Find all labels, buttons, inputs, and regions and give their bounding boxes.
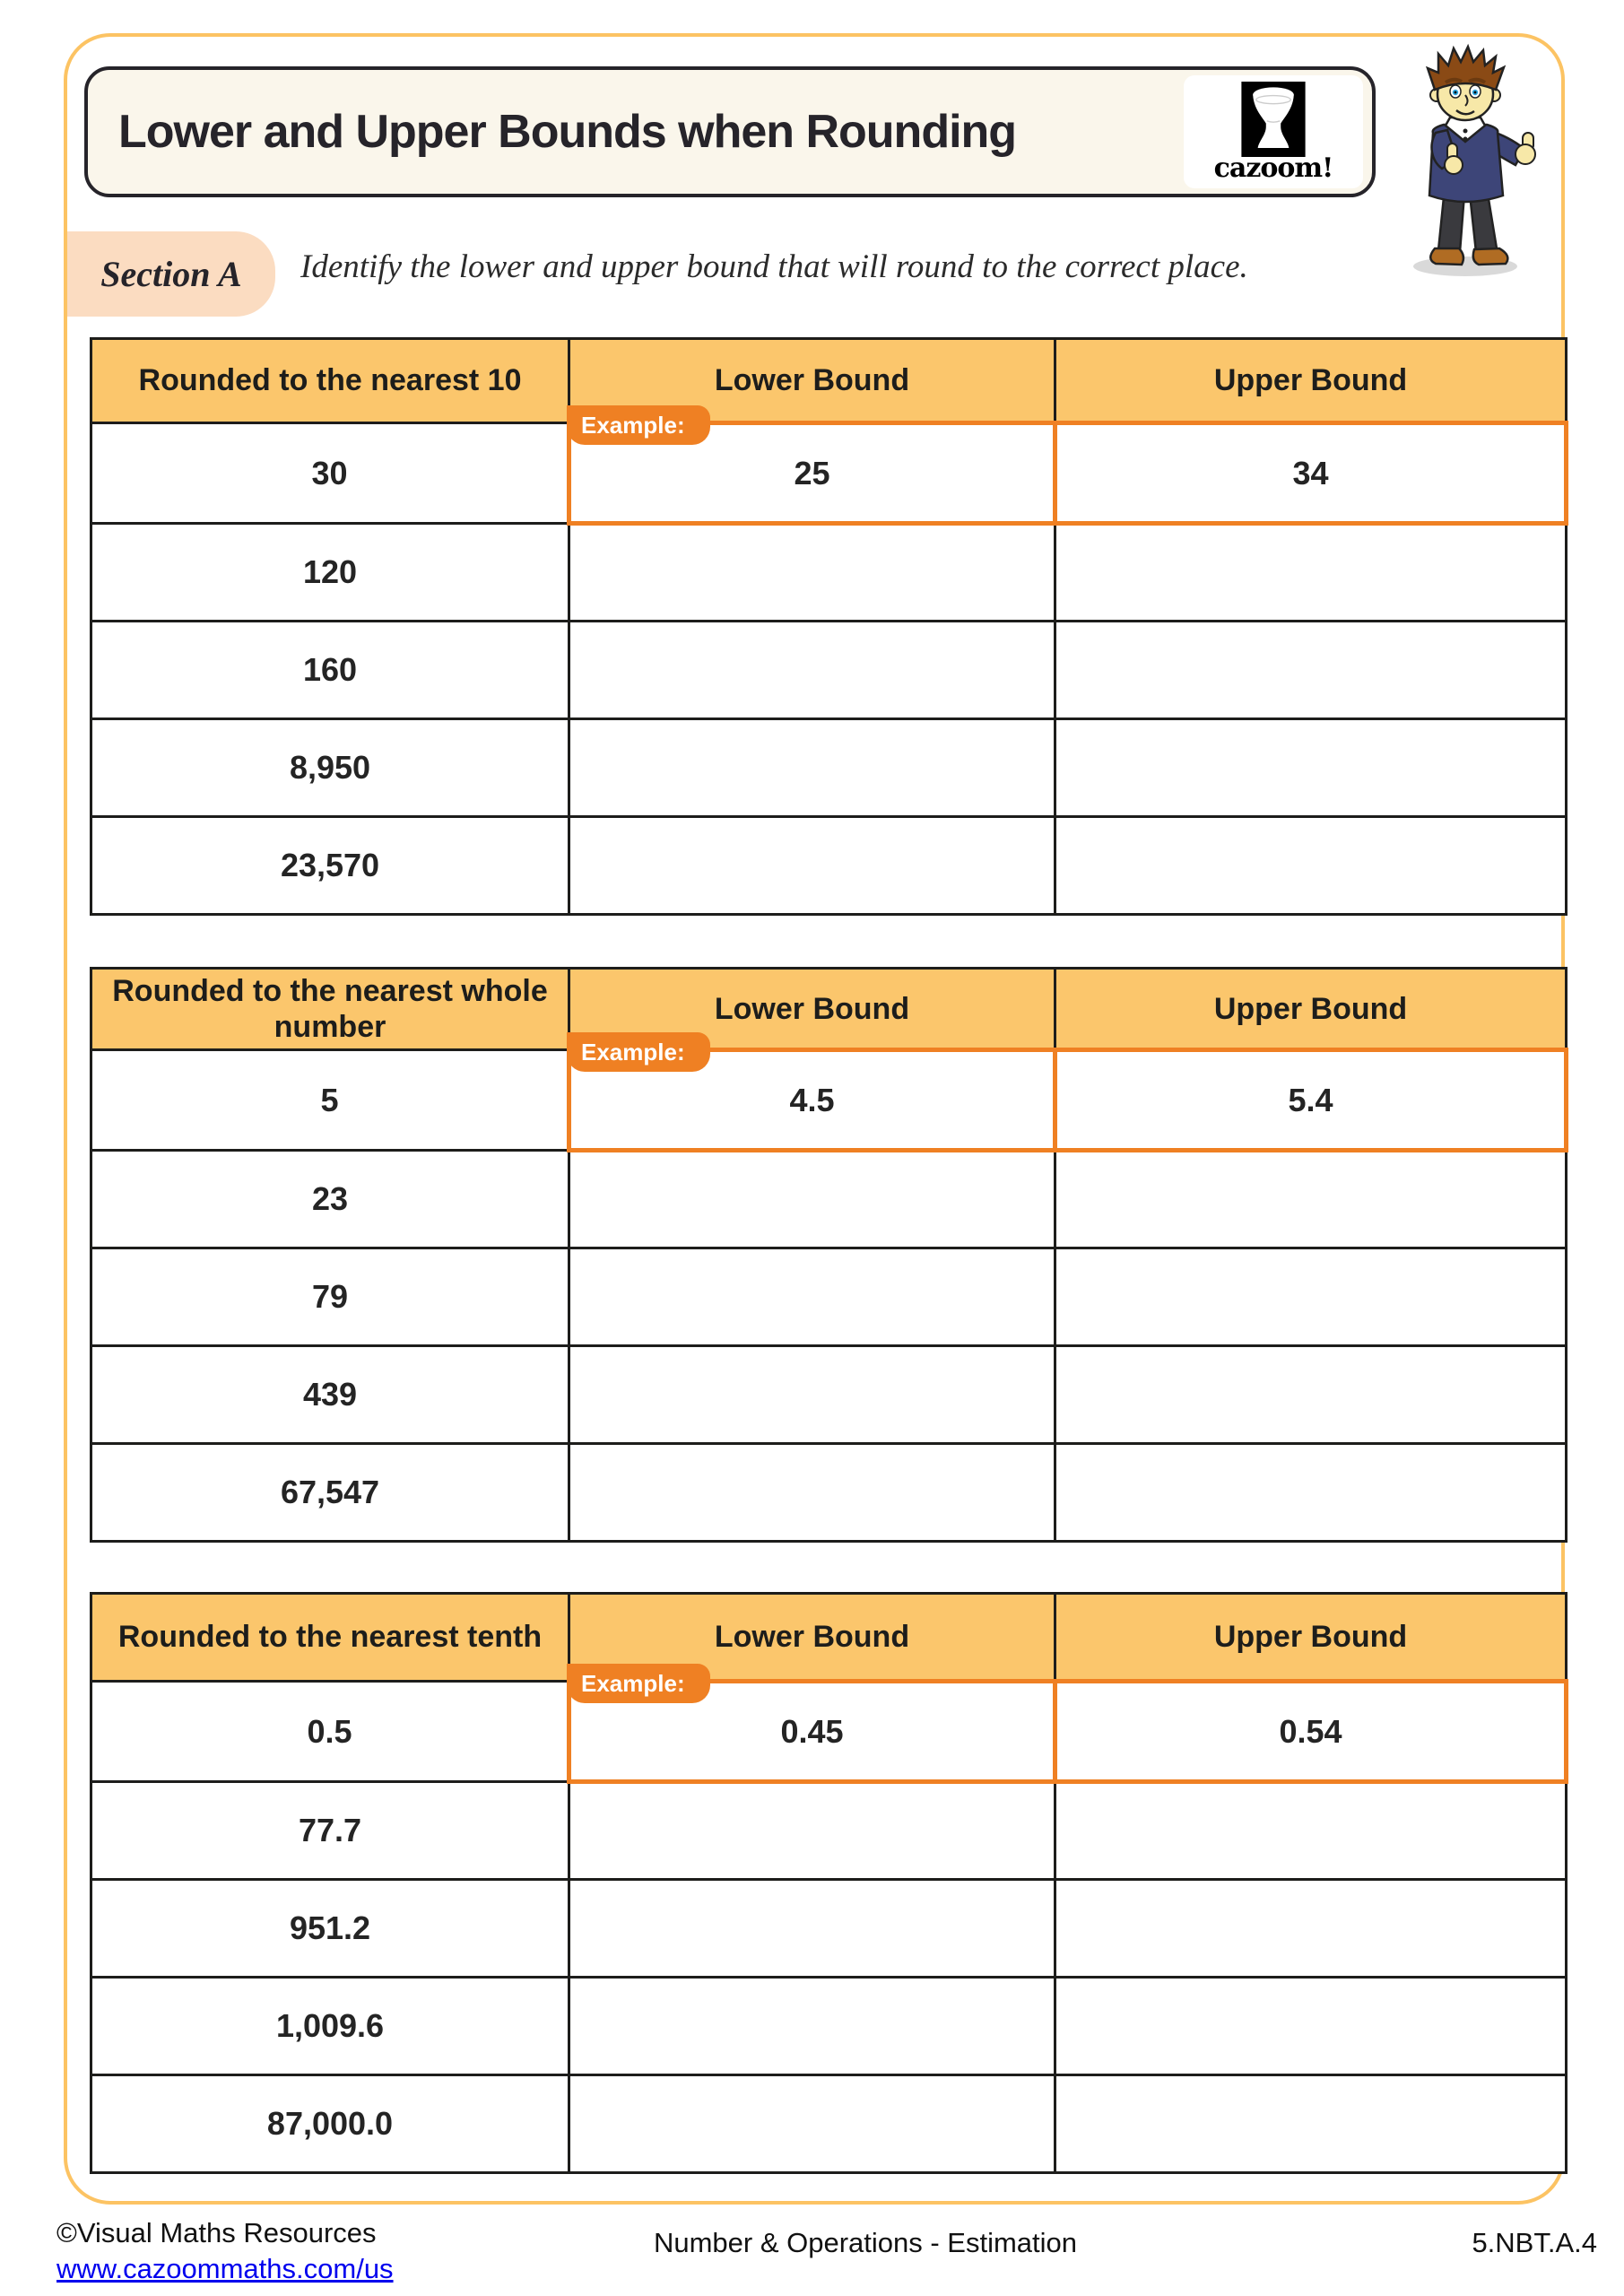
footer-category: Number & Operations - Estimation <box>653 2227 1078 2258</box>
answer-cell <box>569 1151 1055 1248</box>
given-value-cell: 23 <box>91 1151 569 1248</box>
column-header: Rounded to the nearest tenth <box>91 1594 569 1682</box>
answer-cell <box>1055 1782 1567 1880</box>
example-lower-cell <box>569 1670 1055 1782</box>
table-row <box>91 1346 1567 1444</box>
column-header: Upper Bound <box>1055 339 1567 423</box>
column-header: Lower Bound <box>569 1594 1055 1682</box>
table-row <box>91 719 1567 817</box>
example-upper-cell <box>1055 423 1567 524</box>
given-value-cell: 5 <box>91 1050 569 1151</box>
table-nearest-whole-number <box>90 967 1568 1543</box>
section-a-badge <box>67 231 275 317</box>
column-header: Lower Bound <box>569 339 1055 423</box>
answer-cell <box>569 1978 1055 2075</box>
answer-cell <box>569 817 1055 915</box>
column-header: Rounded to the nearest 10 <box>91 339 569 423</box>
example-lower-cell <box>569 412 1055 524</box>
given-value-cell: 8,950 <box>91 719 569 817</box>
table-row <box>91 1880 1567 1978</box>
table-nearest-10 <box>90 337 1568 916</box>
column-header: Lower Bound <box>569 969 1055 1050</box>
example-upper-cell <box>1055 1050 1567 1151</box>
example-badge: Example: <box>567 405 710 445</box>
table-row <box>91 524 1567 622</box>
cazoom-drum-icon <box>1241 82 1306 157</box>
page-title: Lower and Upper Bounds when Rounding <box>118 106 1017 158</box>
website-link[interactable]: www.cazoommaths.com/us <box>56 2252 394 2284</box>
table-nearest-tenth <box>90 1592 1568 2174</box>
instruction-text: Identify the lower and upper bound that will round to the correct place. <box>300 248 1248 285</box>
table-row <box>91 817 1567 915</box>
example-row <box>91 423 1567 524</box>
answer-cell <box>1055 1444 1567 1542</box>
cazoom-logo <box>1184 75 1363 188</box>
example-lower-value: 0.45 <box>780 1712 844 1750</box>
given-value-cell: 1,009.6 <box>91 1978 569 2075</box>
title-box <box>84 66 1376 197</box>
answer-cell <box>1055 1346 1567 1444</box>
answer-cell <box>1055 622 1567 719</box>
answer-cell <box>569 1782 1055 1880</box>
given-value-cell: 77.7 <box>91 1782 569 1880</box>
section-a-label: Section A <box>100 254 242 294</box>
table-row <box>91 1248 1567 1346</box>
copyright-text: ©Visual Maths Resources <box>56 2217 377 2248</box>
table-row <box>91 622 1567 719</box>
example-row <box>91 1050 1567 1151</box>
answer-cell <box>569 1880 1055 1978</box>
table-row <box>91 1978 1567 2075</box>
given-value-cell: 87,000.0 <box>91 2075 569 2173</box>
example-upper-cell <box>1055 1682 1567 1782</box>
column-header: Rounded to the nearest whole number <box>91 969 569 1050</box>
example-badge: Example: <box>567 1664 710 1703</box>
example-upper-value: 5.4 <box>1288 1081 1333 1118</box>
answer-cell <box>569 1444 1055 1542</box>
table-row <box>91 1444 1567 1542</box>
given-value-cell: 160 <box>91 622 569 719</box>
given-value-cell: 79 <box>91 1248 569 1346</box>
example-badge: Example: <box>567 1032 710 1072</box>
answer-cell <box>1055 2075 1567 2173</box>
answer-cell <box>1055 719 1567 817</box>
answer-cell <box>569 719 1055 817</box>
cazoom-logo-text: cazoom! <box>1213 152 1333 184</box>
column-header: Upper Bound <box>1055 969 1567 1050</box>
answer-cell <box>569 622 1055 719</box>
example-lower-cell <box>569 1039 1055 1151</box>
answer-cell <box>569 1346 1055 1444</box>
given-value-cell: 67,547 <box>91 1444 569 1542</box>
answer-cell <box>569 524 1055 622</box>
given-value-cell: 30 <box>91 423 569 524</box>
table-row <box>91 1151 1567 1248</box>
answer-cell <box>1055 1151 1567 1248</box>
example-lower-value: 4.5 <box>789 1081 835 1118</box>
answer-cell <box>1055 1880 1567 1978</box>
column-header: Upper Bound <box>1055 1594 1567 1682</box>
table-row <box>91 2075 1567 2173</box>
example-lower-value: 25 <box>794 454 830 491</box>
answer-cell <box>569 2075 1055 2173</box>
given-value-cell: 120 <box>91 524 569 622</box>
answer-cell <box>569 1248 1055 1346</box>
table-row <box>91 1782 1567 1880</box>
given-value-cell: 0.5 <box>91 1682 569 1782</box>
answer-cell <box>1055 1248 1567 1346</box>
example-upper-value: 0.54 <box>1279 1712 1342 1750</box>
given-value-cell: 23,570 <box>91 817 569 915</box>
given-value-cell: 439 <box>91 1346 569 1444</box>
answer-cell <box>1055 1978 1567 2075</box>
example-row <box>91 1682 1567 1782</box>
answer-cell <box>1055 524 1567 622</box>
example-upper-value: 34 <box>1292 454 1329 491</box>
mascot-character <box>1379 43 1551 282</box>
given-value-cell: 951.2 <box>91 1880 569 1978</box>
answer-cell <box>1055 817 1567 915</box>
standard-code: 5.NBT.A.4 <box>1472 2227 1597 2258</box>
